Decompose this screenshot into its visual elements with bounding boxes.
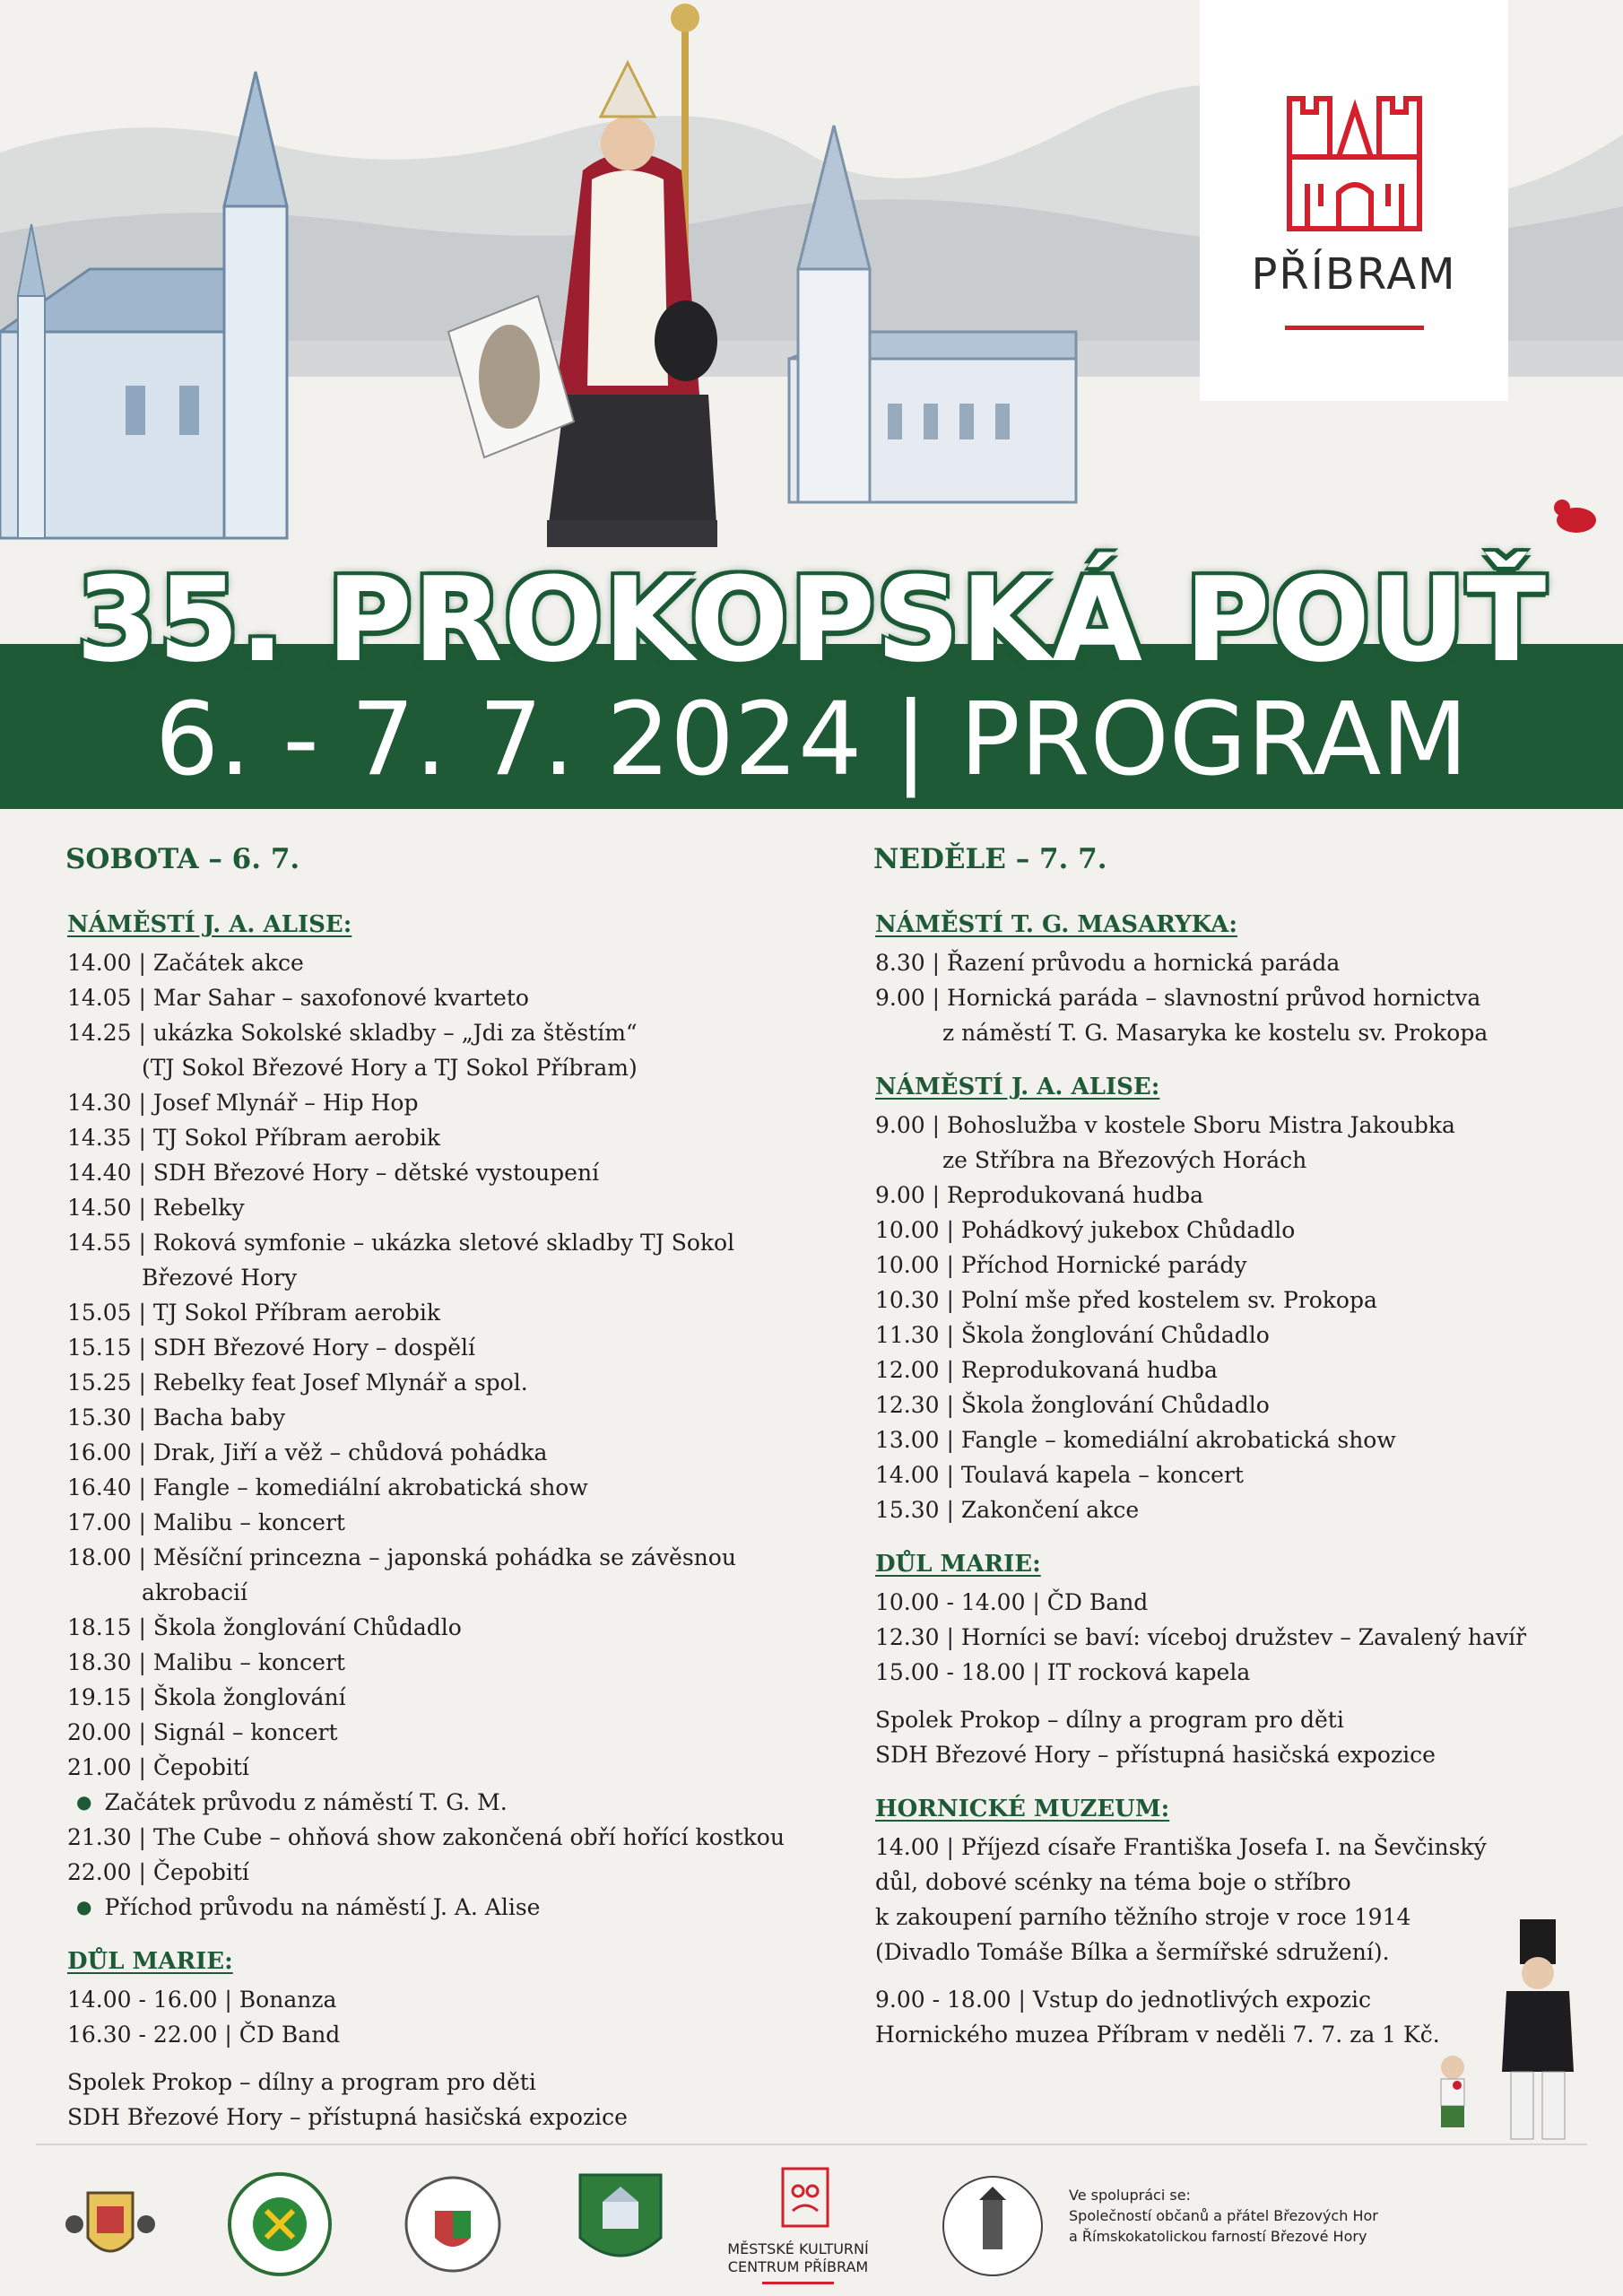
program-row: 15.30 | Bacha baby: [67, 1405, 286, 1431]
saturday-column: [65, 841, 819, 2135]
program-row: 12.30 | Horníci se baví: víceboj družstev – Zavalený havíř: [875, 1624, 1527, 1650]
program-row: 14.30 | Josef Mlynář – Hip Hop: [67, 1090, 419, 1116]
program-row: 16.00 | Drak, Jiří a věž – chůdová pohádka: [67, 1439, 548, 1465]
program-row: SDH Březové Hory – přístupná hasičská expozice: [67, 2104, 628, 2130]
logo-underline: [1285, 326, 1424, 330]
program-row: 21.00 | Čepobití: [67, 1754, 249, 1780]
program-row: 10.00 | Příchod Hornické parády: [875, 1252, 1247, 1278]
program-row: 14.00 | Toulavá kapela – koncert: [875, 1462, 1244, 1488]
spolek-prokop-logo: [226, 2170, 334, 2278]
program-row: 15.15 | SDH Březové Hory – dospělí: [67, 1335, 476, 1361]
mkc-logo-text: [717, 2240, 879, 2284]
program-row: 12.30 | Škola žonglování Chůdadlo: [875, 1392, 1270, 1418]
program-row: 19.15 | Škola žonglování: [67, 1684, 346, 1710]
program-row: 21.30 | The Cube – ohňová show zakončená obří hořící kostkou: [67, 1824, 785, 1850]
section-heading: DŮL MARIE:: [875, 1551, 1041, 1578]
pribram-coat-of-arms-logo: [61, 2175, 160, 2274]
program-row: 14.05 | Mar Sahar – saxofonové kvarteto: [67, 985, 529, 1011]
mkc-line-2: CENTRUM PŘÍBRAM: [727, 2258, 869, 2275]
program-row-continuation: důl, dobové scénky na téma boje o stříbro: [875, 1869, 1351, 1895]
program-row-continuation: k zakoupení parního těžního stroje v roce 1914: [875, 1904, 1411, 1930]
sunday-heading: NEDĚLE – 7. 7.: [873, 843, 1107, 875]
program-row: 9.00 | Reprodukovaná hudba: [875, 1182, 1204, 1208]
program-row: 14.50 | Rebelky: [67, 1195, 245, 1221]
program-row: 8.30 | Řazení průvodu a hornická paráda: [875, 950, 1341, 976]
program-row: 20.00 | Signál – koncert: [67, 1719, 338, 1745]
program-row: 22.00 | Čepobití: [67, 1859, 249, 1885]
coop-line-2: Společností občanů a přátel Březových Hor: [1069, 2207, 1378, 2224]
program-row: 14.25 | ukázka Sokolské skladby – „Jdi za štěstím“: [67, 1020, 638, 1046]
program-row: Spolek Prokop – dílny a program pro děti: [67, 2069, 536, 2095]
program-bullet-row: ● Začátek průvodu z náměstí T. G. M.: [67, 1785, 819, 1820]
cech-hornicky-logo: [404, 2175, 502, 2274]
program-row-continuation: z náměstí T. G. Masaryka ke kostelu sv. Prokopa: [942, 1020, 1488, 1046]
program-row: 9.00 - 18.00 | Vstup do jednotlivých expozic: [875, 1987, 1372, 2013]
program-row-continuation: akrobacií: [142, 1579, 247, 1605]
town-castle-icon: [1285, 94, 1424, 233]
program-row: 16.40 | Fangle – komediální akrobatická show: [67, 1474, 588, 1500]
program-row: 11.30 | Škola žonglování Chůdadlo: [875, 1322, 1270, 1348]
program-row: SDH Březové Hory – přístupná hasičská expozice: [875, 1742, 1436, 1768]
mkc-pribram-logo: [780, 2166, 830, 2231]
program-row: 15.05 | TJ Sokol Příbram aerobik: [67, 1300, 440, 1326]
program-row: 14.40 | SDH Březové Hory – dětské vystoupení: [67, 1160, 600, 1186]
program-row-continuation: (Divadlo Tomáše Bílka a šermířské sdružení).: [875, 1939, 1390, 1965]
program-row: 14.00 | Začátek akce: [67, 950, 304, 976]
program-row: 18.00 | Měsíční princezna – japonská pohádka se závěsnou: [67, 1544, 736, 1570]
saturday-heading: SOBOTA – 6. 7.: [65, 843, 300, 875]
program-row: 10.00 | Pohádkový jukebox Chůdadlo: [875, 1217, 1296, 1243]
program-row: 9.00 | Hornická paráda – slavnostní průvod hornictva: [875, 985, 1481, 1011]
program-row: 18.15 | Škola žonglování Chůdadlo: [67, 1614, 462, 1640]
program-row: 13.00 | Fangle – komediální akrobatická show: [875, 1427, 1396, 1453]
section-heading: NÁMĚSTÍ J. A. ALISE:: [67, 911, 352, 938]
program-row: 17.00 | Malibu – koncert: [67, 1509, 345, 1535]
mkc-underline: [762, 2282, 834, 2284]
program-row: 14.00 - 16.00 | Bonanza: [67, 1987, 337, 2013]
program-row-continuation: Březové Hory: [142, 1265, 298, 1291]
footer-divider: [36, 2144, 1587, 2145]
program-row: 14.35 | TJ Sokol Příbram aerobik: [67, 1125, 440, 1151]
program-row-continuation: ze Stříbra na Březových Horách: [942, 1147, 1307, 1173]
program-row: 10.30 | Polní mše před kostelem sv. Prokopa: [875, 1287, 1377, 1313]
red-bird-drawing: [1554, 500, 1596, 533]
program-row: 12.00 | Reprodukovaná hudba: [875, 1357, 1218, 1383]
program-row-continuation: (TJ Sokol Březové Hory a TJ Sokol Příbram): [142, 1055, 638, 1081]
pribram-logo: [1200, 0, 1508, 401]
program-row: 14.55 | Roková symfonie – ukázka sletové skladby TJ Sokol: [67, 1230, 735, 1256]
program-row: 14.00 | Příjezd císaře Františka Josefa I. na Ševčinský: [875, 1834, 1487, 1860]
hornicke-muzeum-logo: [940, 2173, 1046, 2279]
program-row-continuation: Hornického muzea Příbram v neděli 7. 7. za 1 Kč.: [875, 2022, 1440, 2048]
sunday-column: [873, 841, 1555, 2052]
miner-and-child-drawing: [1421, 1901, 1610, 2144]
section-heading: NÁMĚSTÍ T. G. MASARYKA:: [875, 911, 1237, 938]
cooperation-note: [1069, 2185, 1535, 2247]
sdh-brezove-hory-logo: [576, 2170, 665, 2274]
program-row: 15.25 | Rebelky feat Josef Mlynář a spol.: [67, 1370, 528, 1396]
coop-line-3: a Římskokatolickou farností Březové Hory: [1069, 2228, 1367, 2245]
program-bullet-row: ● Příchod průvodu na náměstí J. A. Alise: [67, 1890, 819, 1925]
program-row: 16.30 - 22.00 | ČD Band: [67, 2022, 341, 2048]
coop-line-1: Ve spolupráci se:: [1069, 2187, 1191, 2204]
logo-city-name: PŘÍBRAM: [1251, 249, 1457, 300]
program-row: 9.00 | Bohoslužba v kostele Sboru Mistra Jakoubka: [875, 1112, 1455, 1138]
section-heading: NÁMĚSTÍ J. A. ALISE:: [875, 1074, 1160, 1100]
section-heading: DŮL MARIE:: [67, 1948, 233, 1975]
program-row: 10.00 - 14.00 | ČD Band: [875, 1589, 1149, 1615]
program-row: 15.30 | Zakončení akce: [875, 1497, 1140, 1523]
program-row: Spolek Prokop – dílny a program pro děti: [875, 1707, 1344, 1733]
program-row: 15.00 - 18.00 | IT rocková kapela: [875, 1659, 1251, 1685]
program-row: 18.30 | Malibu – koncert: [67, 1649, 345, 1675]
event-title: 35. PROKOPSKÁ POUŤ: [75, 552, 1548, 688]
section-heading: HORNICKÉ MUZEUM:: [875, 1796, 1170, 1822]
event-subtitle: 6. - 7. 7. 2024 | PROGRAM: [154, 682, 1469, 798]
mkc-line-1: MĚSTSKÉ KULTURNÍ: [727, 2240, 869, 2257]
